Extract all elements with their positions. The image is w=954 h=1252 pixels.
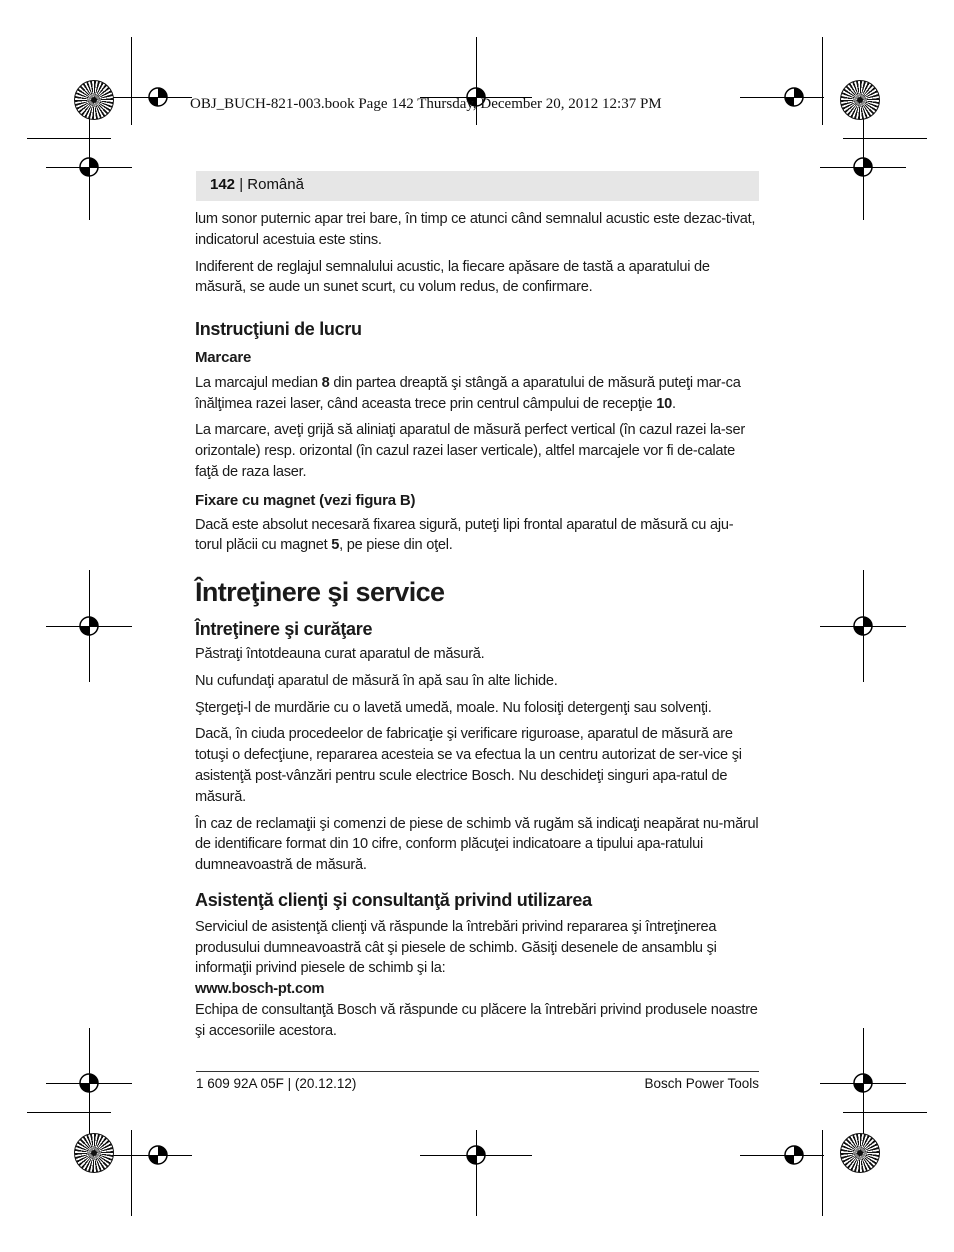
body-paragraph: În caz de reclamaţii şi comenzi de piese de schimb vă rugăm să indicaţi neapărat nu-mărul de identificare format din 10 cifre, conform plăcuţei indicatoare a tipului apa-ratului dumneavoastră de măsură. bbox=[195, 815, 759, 874]
footer-document-code: 1 609 92A 05F | (20.12.12) bbox=[196, 1076, 357, 1091]
registration-mark-icon bbox=[77, 614, 101, 638]
footer-brand: Bosch Power Tools bbox=[644, 1076, 759, 1091]
registration-mark-icon bbox=[851, 614, 875, 638]
crop-line bbox=[27, 1112, 111, 1113]
crop-line bbox=[843, 1112, 927, 1113]
body-paragraph: Dacă, în ciuda procedeelor de fabricaţie şi verificare riguroase, aparatul de măsură are totuşi o defecţiune, repararea acesteia se va efectua la un centru autorizat de ser-vice şi asistenţă post-vânzări pentru scule electrice Bosch. Nu deschideţi singuri apa-ratul de măsură. bbox=[195, 726, 742, 805]
star-target-icon bbox=[840, 1133, 880, 1173]
subsection-heading: Fixare cu magnet (vezi figura B) bbox=[195, 491, 416, 509]
page-header bbox=[210, 176, 304, 193]
registration-mark-icon bbox=[464, 1143, 488, 1167]
page-number: 142 bbox=[210, 176, 236, 193]
intro-paragraph: Indiferent de reglajul semnalului acustic, la fiecare apăsare de tastă a aparatului de măsură, se aude un sunet scurt, cu volum redus, de confirmare. bbox=[195, 258, 710, 296]
subsection-heading: Marcare bbox=[195, 348, 252, 366]
registration-mark-icon bbox=[851, 1071, 875, 1095]
section-heading: Instrucţiuni de lucru bbox=[195, 319, 362, 340]
body-paragraph: Serviciul de asistenţă clienţi vă răspunde la întrebări privind repararea şi întreţinerea produsului dumneavoastră cât şi piesele de schimb. Găsiţi desenele de ansamblu şi informaţii privind piesele de schimb şi la: bbox=[195, 918, 717, 977]
body-paragraph: La marcajul median 8 din partea dreaptă şi stângă a aparatului de măsură puteţi mar-ca înălţimea razei laser, când aceasta trece prin centrul câmpului de recepţie 10. bbox=[195, 374, 741, 412]
page-content bbox=[195, 209, 760, 1042]
registration-mark-icon bbox=[146, 85, 170, 109]
crop-line bbox=[822, 1130, 823, 1216]
body-paragraph: Păstraţi întotdeauna curat aparatul de măsură. bbox=[195, 645, 485, 662]
registration-mark-icon bbox=[146, 1143, 170, 1167]
registration-mark-icon bbox=[851, 155, 875, 179]
header-separator: | bbox=[235, 176, 248, 193]
body-paragraph: La marcare, aveţi grijă să aliniaţi aparatul de măsură perfect vertical (în cazul razei la-ser orizontale) resp. orizontal (în cazul razei laser verticale), altfel marcajele vor fi de-calate faţă de raza laser. bbox=[195, 422, 745, 480]
registration-mark-icon bbox=[782, 1143, 806, 1167]
section-heading: Întreţinere şi curăţare bbox=[195, 619, 373, 640]
intro-paragraph: lum sonor puternic apar trei bare, în timp ce atunci când semnalul acustic este dezac-tivat, indicatorul acestuia este stins. bbox=[195, 211, 756, 248]
website-link[interactable]: www.bosch-pt.com bbox=[195, 981, 325, 998]
print-slug: OBJ_BUCH-821-003.book Page 142 Thursday, December 20, 2012 12:37 PM bbox=[190, 96, 662, 112]
crop-line bbox=[27, 138, 111, 139]
registration-mark-icon bbox=[77, 155, 101, 179]
star-target-icon bbox=[74, 1133, 114, 1173]
registration-mark-icon bbox=[782, 85, 806, 109]
body-paragraph: Echipa de consultanţă Bosch vă răspunde cu plăcere la întrebări privind produsele noastre şi accesoriile acestora. bbox=[195, 1001, 758, 1039]
crop-line bbox=[822, 37, 823, 125]
chapter-title: Întreţinere şi service bbox=[195, 577, 445, 608]
crop-line bbox=[843, 138, 927, 139]
registration-mark-icon bbox=[77, 1071, 101, 1095]
body-paragraph: Nu cufundaţi aparatul de măsură în apă sau în alte lichide. bbox=[195, 672, 558, 689]
body-paragraph: Dacă este absolut necesară fixarea sigură, puteţi lipi frontal aparatul de măsură cu aju-torul plăcii cu magnet 5, pe piese din oţel. bbox=[195, 516, 734, 554]
crop-line bbox=[131, 1130, 132, 1216]
section-heading: Asistenţă clienţi şi consultanţă privind utilizarea bbox=[195, 889, 592, 910]
header-language: Română bbox=[247, 176, 304, 193]
footer-rule bbox=[196, 1071, 759, 1072]
crop-line bbox=[131, 37, 132, 125]
body-paragraph: Ştergeţi-l de murdărie cu o lavetă umedă, moale. Nu folosiţi detergenţi sau solvenţi. bbox=[195, 699, 712, 716]
star-target-icon bbox=[840, 80, 880, 120]
star-target-icon bbox=[74, 80, 114, 120]
